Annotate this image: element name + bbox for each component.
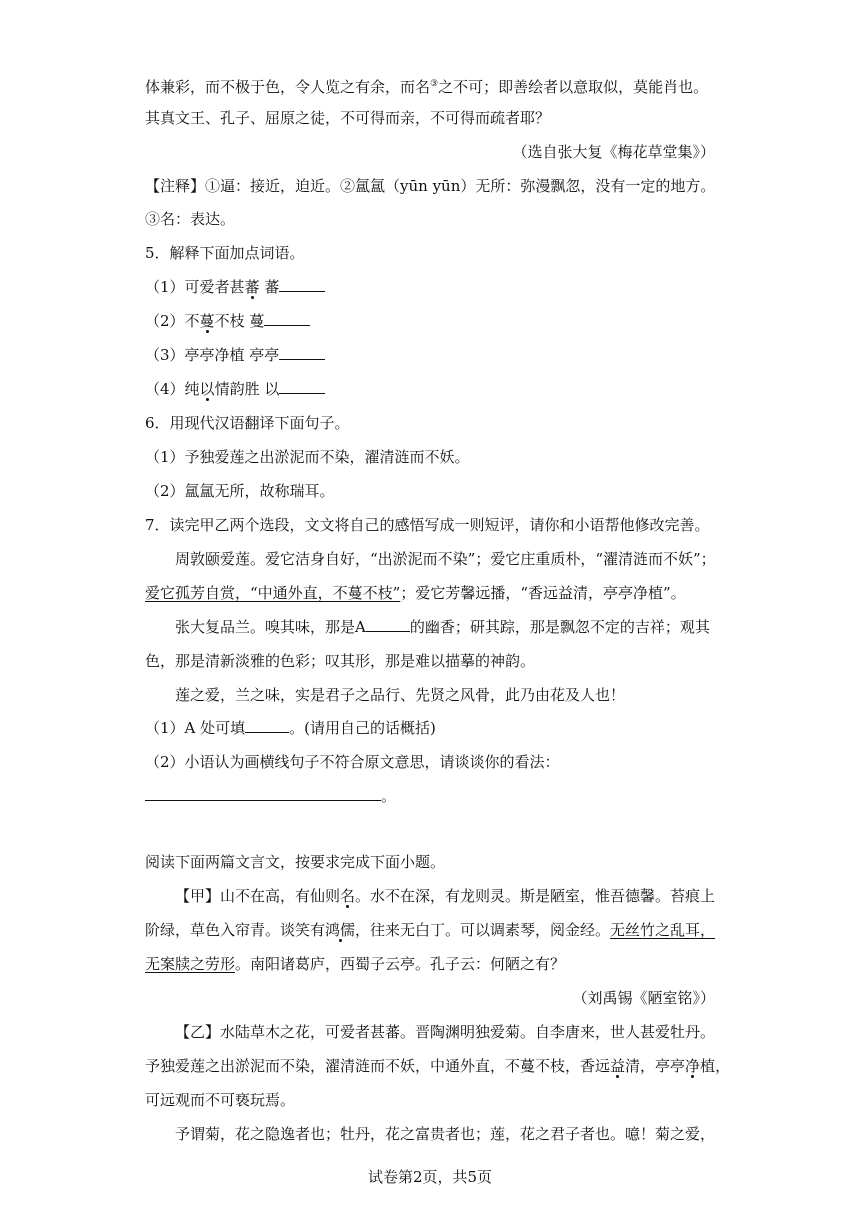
passage-yi-line: 可远观而不可亵玩焉。 — [145, 1091, 296, 1109]
dotted-word: 蔓 — [199, 312, 215, 330]
passage-yi-line: 予谓菊，花之隐逸者也；牡丹，花之富贵者也；莲，花之君子者也。噫！菊之爱， — [175, 1125, 716, 1143]
answer-blank[interactable] — [264, 311, 310, 326]
question-6-item-2: （2）氲氲无所，故称瑞耳。 — [145, 482, 335, 500]
item-text: 情韵胜 以 — [214, 380, 280, 398]
passage-text: ，往来无白丁。可以调素琴，阅金经。 — [355, 921, 611, 939]
question-5-title: 5．解释下面加点词语。 — [145, 244, 305, 262]
question-7-sub-1 — [145, 717, 715, 739]
question-7-sub-2: （2）小语认为画横线句子不符合原文意思，请谈谈你的看法： — [145, 753, 560, 771]
passage-text: 之不可；即善绘者以意取似，莫能肖也。 — [438, 78, 709, 96]
passage-jia-line — [145, 953, 715, 975]
review-text: 张大复品兰。嗅其味，那是A — [175, 618, 366, 636]
passage-text: 体兼彩，而不极于色，令人览之有余，而名 — [145, 78, 431, 96]
review-line — [175, 616, 745, 638]
item-text: （4）纯 — [145, 380, 200, 398]
item-text: （2）不 — [145, 312, 200, 330]
underlined-sentence: 爱它孤芳自赏，“中通外直，不蔓不枝” — [145, 584, 401, 602]
dotted-word: 益 — [610, 1057, 626, 1075]
passage-text: 阶绿，草色入帘青。谈笑有 — [145, 921, 326, 939]
page-footer: 试卷第2页，共5页 — [367, 1168, 493, 1186]
dotted-word: 鸿儒 — [325, 921, 356, 939]
dotted-word: 名 — [340, 887, 356, 905]
passage-jia-line — [175, 885, 745, 907]
note-line: ③名：表达。 — [145, 210, 236, 228]
question-6-item-1: （1）予独爱莲之出淤泥而不染，濯清涟而不妖。 — [145, 448, 470, 466]
passage-yi-line: 【乙】水陆草木之花，可爱者甚蕃。晋陶渊明独爱菊。自李唐来，世人甚爱牡丹。 — [175, 1023, 716, 1041]
item-text: 蕃 — [259, 278, 280, 296]
review-text: 的幽香；研其踪，那是飘忽不定的吉祥；观其 — [409, 618, 710, 636]
passage-text: 。南阳诸葛庐，西蜀子云亭。孔子云：何陋之有？ — [235, 955, 566, 973]
question-5-item-3 — [145, 344, 715, 366]
dotted-word: 以 — [199, 380, 215, 398]
question-6-title: 6．用现代汉语翻译下面句子。 — [145, 414, 350, 432]
sub-question-text: （1）A 处可填 — [145, 719, 246, 737]
note-line: 【注释】①逼：接近，迫近。②氲氲（yūn yūn）无所：弥漫飘忽，没有一定的地方。 — [145, 177, 716, 195]
question-5-item-4 — [145, 378, 715, 400]
item-text: （3）亭亭净植 亭亭 — [145, 346, 280, 364]
question-5-item-1 — [145, 276, 715, 298]
passage-jia-line — [145, 919, 715, 941]
passage-text: 。水不在深，有龙则灵。斯是陋室，惟吾德馨。苔痕上 — [355, 887, 716, 905]
period: 。 — [381, 787, 397, 805]
underlined-sentence: 无案牍之劳形 — [145, 955, 236, 973]
note-marker: ③ — [430, 79, 439, 89]
question-7-title: 7．读完甲乙两个选段，文文将自己的感悟写成一则短评，请你和小语帮他修改完善。 — [145, 516, 710, 534]
passage-text: 植， — [700, 1057, 731, 1075]
passage-yi-line — [145, 1055, 731, 1077]
item-text: （1）可爱者甚 — [145, 278, 245, 296]
blank-a[interactable] — [366, 617, 410, 632]
passage-source: （刘禹锡《陋室铭》） — [572, 989, 715, 1007]
passage-text: 【甲】山不在高，有仙则 — [175, 887, 341, 905]
dotted-word: 蕃 — [244, 278, 260, 296]
passage-line: 其真文王、孔子、屈原之徒，不可得而亲，不可得而疏者耶？ — [145, 109, 551, 127]
answer-blank[interactable] — [279, 345, 325, 360]
answer-blank[interactable] — [279, 277, 325, 292]
answer-line — [145, 785, 715, 807]
item-text: 不枝 蔓 — [214, 312, 265, 330]
reading-intro: 阅读下面两篇文言文，按要求完成下面小题。 — [145, 853, 446, 871]
dotted-word: 净 — [685, 1057, 701, 1075]
review-line — [145, 582, 715, 604]
passage-text: 清，亭亭 — [625, 1057, 686, 1075]
review-text: ；爱它芳馨远播，“香远益清，亭亭净植”。 — [400, 584, 686, 602]
sub-question-text: 。(请用自己的话概括) — [289, 719, 436, 737]
passage-source: （选自张大复《梅花草堂集》） — [512, 143, 715, 161]
passage-text: 予独爱莲之出淤泥而不染，濯清涟而不妖，中通外直，不蔓不枝，香远 — [145, 1057, 611, 1075]
answer-blank[interactable] — [245, 718, 289, 733]
review-line: 周敦颐爱莲。爱它洁身自好，“出淤泥而不染”；爱它庄重质朴，“濯清涟而不妖”； — [175, 550, 716, 568]
review-line: 莲之爱，兰之味，实是君子之品行、先贤之风骨，此乃由花及人也！ — [175, 686, 626, 704]
answer-blank[interactable] — [145, 786, 381, 801]
underlined-sentence: 无丝竹之乱耳， — [610, 921, 716, 939]
question-5-item-2 — [145, 310, 715, 332]
passage-line — [145, 73, 715, 98]
review-line: 色，那是清新淡雅的色彩；叹其形，那是难以描摹的神韵。 — [145, 652, 536, 670]
answer-blank[interactable] — [279, 379, 325, 394]
